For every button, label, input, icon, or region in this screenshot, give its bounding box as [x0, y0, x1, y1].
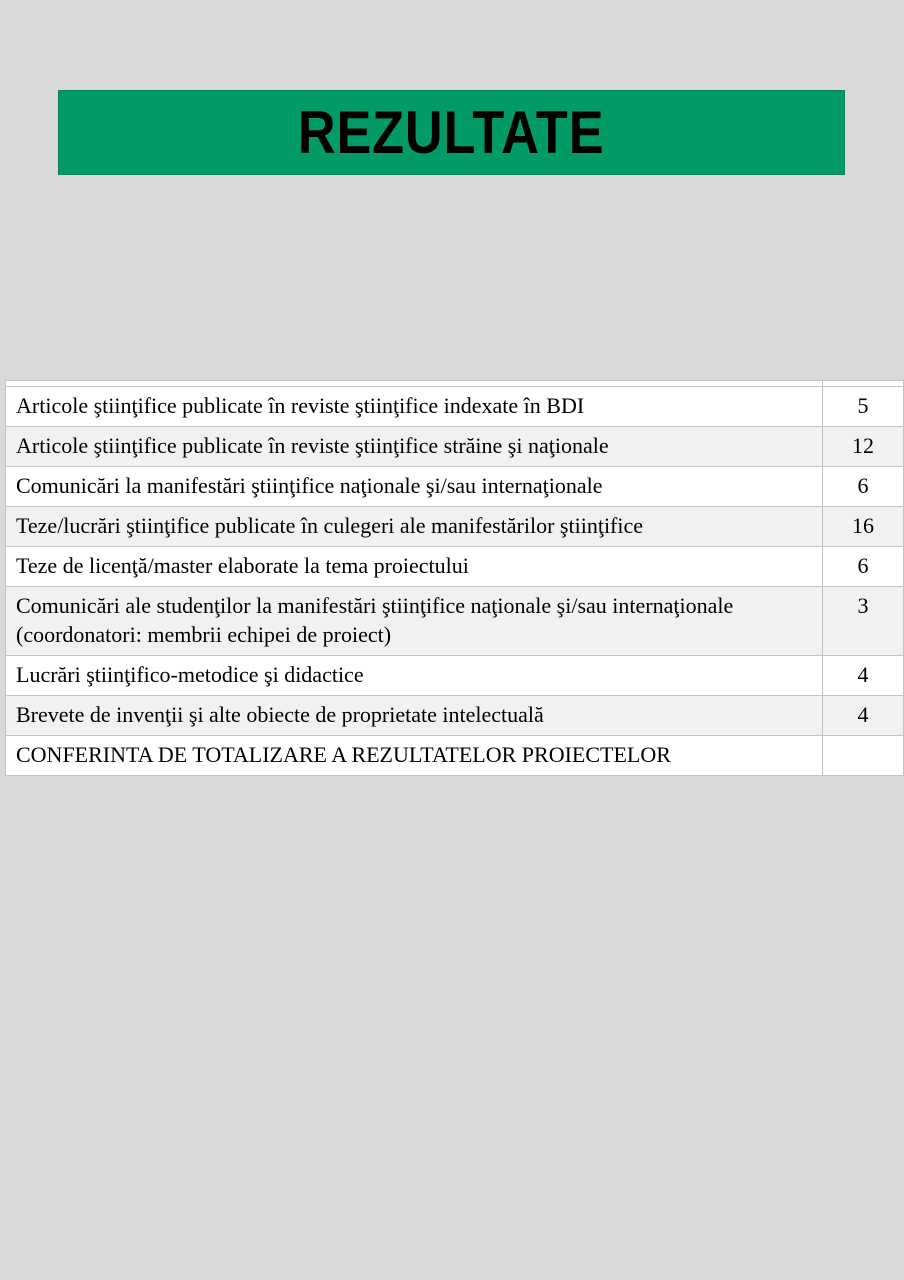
result-label: Brevete de invenţii şi alte obiecte de proprietate intelectuală	[16, 702, 544, 728]
result-label: Teze de licenţă/master elaborate la tema proiectului	[16, 552, 469, 578]
result-value: 4	[822, 696, 903, 735]
result-label: Comunicări la manifestări ştiinţifice naţionale şi/sau internaţionale	[16, 472, 603, 498]
result-label: Lucrări ştiinţifico-metodice şi didactice	[16, 662, 364, 688]
result-value: 5	[822, 387, 903, 426]
result-label: Comunicări ale studenţilor la manifestări ştiinţifice naţionale şi/sau internaţionale (coordonatori: membrii echipei de proiect)	[16, 592, 734, 648]
table-row	[6, 466, 903, 506]
result-label: Articole ştiinţifice publicate în reviste ştiinţifice străine şi naţionale	[16, 432, 609, 458]
table-rows	[6, 386, 903, 775]
result-label: Articole ştiinţifice publicate în reviste ştiinţifice indexate în BDI	[16, 393, 585, 418]
results-table	[5, 380, 904, 776]
table-row	[6, 695, 903, 735]
result-value: 6	[822, 467, 903, 506]
result-value: 16	[822, 507, 903, 546]
table-row	[6, 506, 903, 546]
table-row	[6, 386, 903, 426]
page-title: REZULTATE	[298, 99, 605, 166]
result-value: 6	[822, 547, 903, 586]
table-row	[6, 546, 903, 586]
table-top-sliver-label-cell	[6, 381, 822, 386]
title-banner	[58, 90, 845, 175]
table-top-sliver-value-cell	[822, 381, 903, 386]
result-value: 12	[822, 427, 903, 466]
result-label: CONFERINTA DE TOTALIZARE A REZULTATELOR PROIECTELOR	[16, 742, 671, 768]
table-row	[6, 426, 903, 466]
result-label: Teze/lucrări ştiinţifice publicate în culegeri ale manifestărilor ştiinţifice	[16, 512, 644, 538]
result-value: 4	[822, 656, 903, 695]
table-top-sliver	[6, 381, 903, 386]
table-row	[6, 586, 903, 656]
result-value	[822, 736, 903, 775]
table-row	[6, 735, 903, 775]
table-row	[6, 655, 903, 695]
result-value: 3	[822, 587, 903, 656]
